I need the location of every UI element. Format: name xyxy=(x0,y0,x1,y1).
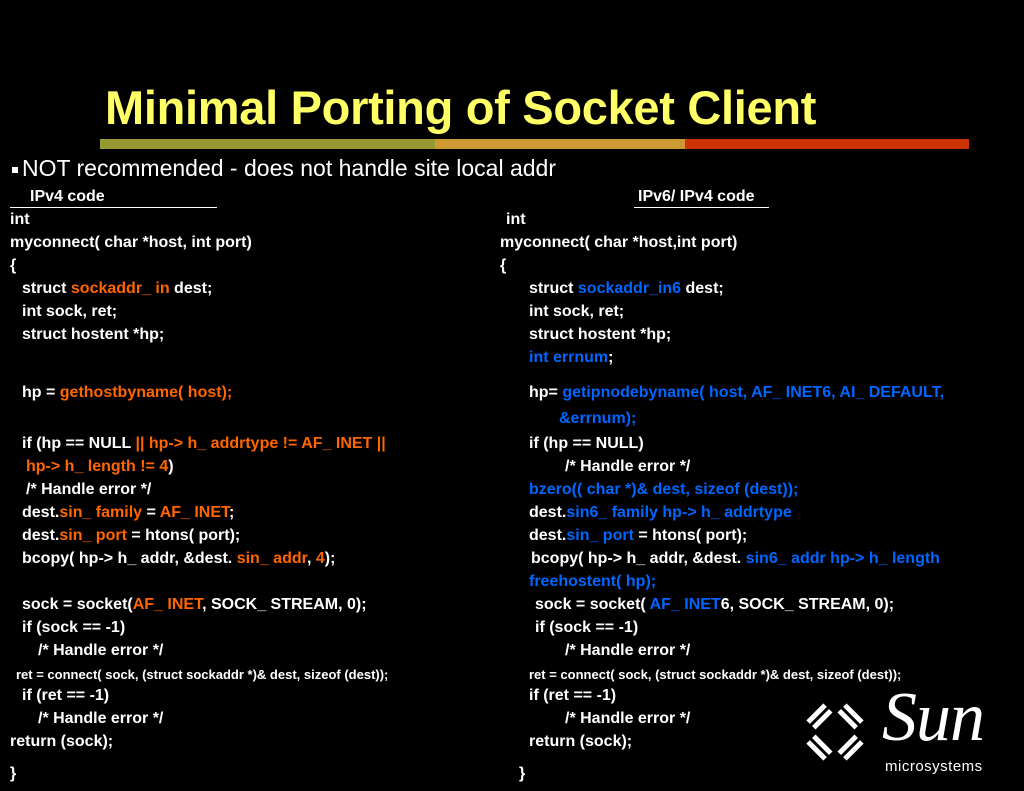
code-text: { xyxy=(10,257,17,274)
code-text: ret = connect( sock, (struct sockaddr *)& dest, sizeof (dest)); xyxy=(529,667,902,682)
ipv4-code-line xyxy=(22,618,125,638)
sun-logo xyxy=(795,679,1005,783)
ipv4-code-line xyxy=(22,383,232,403)
ipv4-code-line xyxy=(16,665,388,685)
code-text: myconnect( char *host, int port) xyxy=(10,234,252,251)
code-text: } xyxy=(10,765,17,782)
ipv6-code-line xyxy=(529,302,624,322)
code-text: int sock, ret; xyxy=(529,303,625,320)
code-text: = htons( port); xyxy=(126,527,241,544)
code-text: = xyxy=(142,504,160,521)
highlighted-code-text: sin_ addr xyxy=(236,550,307,567)
ipv4-code-line xyxy=(22,434,386,454)
logo-wordmark: Sun xyxy=(882,679,984,756)
code-text: if (hp == NULL) xyxy=(529,435,644,452)
ipv6-code-line xyxy=(529,686,616,706)
code-text: /* Handle error */ xyxy=(565,642,691,659)
ipv6-code-line xyxy=(565,641,690,661)
code-text: bcopy( hp-> h_ addr, &dest. xyxy=(531,550,746,567)
ipv4-code-line xyxy=(26,457,174,477)
code-text: return (sock); xyxy=(10,733,114,750)
ipv4-code-line xyxy=(22,302,117,322)
highlighted-code-text: sin_ family xyxy=(59,504,143,521)
ipv4-code-line xyxy=(10,210,30,230)
code-text: /* Handle error */ xyxy=(38,710,164,727)
code-text: , xyxy=(306,550,316,567)
highlighted-code-text: sin6_ family hp-> h_ addrtype xyxy=(566,504,792,521)
code-text: if (sock == -1) xyxy=(22,619,126,636)
ipv4-code-line xyxy=(22,595,367,615)
code-text: ; xyxy=(229,504,235,521)
highlighted-code-text: hp-> h_ length != 4 xyxy=(26,458,169,475)
ipv4-code-line xyxy=(10,233,252,253)
logo-subtitle: microsystems xyxy=(885,758,983,775)
right-column-header: IPv6/ IPv4 code xyxy=(634,187,769,208)
ipv6-code-line xyxy=(529,503,792,523)
ipv4-code-line xyxy=(22,686,109,706)
ipv4-code-line xyxy=(10,764,16,784)
highlighted-code-text: getipnodebyname( host, AF_ INET6, AI_ DEFAULT, xyxy=(562,384,945,401)
highlighted-code-text: sin_ port xyxy=(59,527,127,544)
code-text: hp= xyxy=(529,384,563,401)
code-text: myconnect( char *host,int port) xyxy=(500,234,738,251)
highlighted-code-text: bzero(( char *)& dest, sizeof (dest)); xyxy=(529,481,799,498)
ipv4-code-line xyxy=(22,549,335,569)
sun-emblem-icon xyxy=(795,692,875,772)
highlighted-code-text: sockaddr_ in xyxy=(70,280,170,297)
highlighted-code-text: AF_ INET xyxy=(649,596,721,613)
code-text: ); xyxy=(324,550,336,567)
highlighted-code-text: &errnum); xyxy=(559,410,637,427)
code-text: dest; xyxy=(169,280,213,297)
ipv6-code-line xyxy=(535,595,894,615)
code-text: } xyxy=(519,765,526,782)
code-text: if (hp == NULL xyxy=(22,435,136,452)
ipv6-code-line xyxy=(531,549,940,569)
code-text: sock = socket( xyxy=(535,596,650,613)
ipv6-code-line xyxy=(529,279,724,299)
code-text: bcopy( hp-> h_ addr, &dest. xyxy=(22,550,237,567)
bullet-square-icon xyxy=(12,167,18,173)
code-text: ; xyxy=(608,349,614,366)
ipv6-code-line xyxy=(529,348,613,368)
highlighted-code-text: int errnum xyxy=(529,349,609,366)
code-text: sock = socket( xyxy=(22,596,133,613)
code-text: int sock, ret; xyxy=(22,303,118,320)
bullet-text: NOT recommended - does not handle site local addr xyxy=(22,155,556,181)
ipv6-code-line xyxy=(529,480,798,500)
ipv6-code-line xyxy=(529,325,671,345)
code-text: = htons( port); xyxy=(633,527,748,544)
highlighted-code-text: gethostbyname( host); xyxy=(59,384,233,401)
code-text: ) xyxy=(168,458,174,475)
highlighted-code-text: AF_ INET xyxy=(159,504,230,521)
code-text: dest; xyxy=(681,280,724,297)
code-text: 6, SOCK_ STREAM, 0); xyxy=(720,596,895,613)
ipv6-code-line xyxy=(535,618,638,638)
code-text: ret = connect( sock, (struct sockaddr *)& dest, sizeof (dest)); xyxy=(16,667,389,682)
code-text: hp = xyxy=(22,384,60,401)
title-underline-bar-3 xyxy=(685,139,969,149)
ipv6-code-line xyxy=(529,434,644,454)
highlighted-code-text: 4 xyxy=(315,550,325,567)
highlighted-code-text: sockaddr_in6 xyxy=(577,280,682,297)
highlighted-code-text: || hp-> h_ addrtype != AF_ INET || xyxy=(135,435,386,452)
left-column-header: IPv4 code xyxy=(10,187,217,208)
code-text: return (sock); xyxy=(529,733,633,750)
title-underline-bar-1 xyxy=(100,139,435,149)
ipv6-code-line xyxy=(565,457,690,477)
slide-title: Minimal Porting of Socket Client xyxy=(105,81,817,134)
ipv6-code-line xyxy=(565,709,690,729)
code-text: { xyxy=(500,257,507,274)
code-text: struct hostent *hp; xyxy=(22,326,165,343)
bullet-point xyxy=(12,155,556,182)
ipv6-code-line xyxy=(529,732,632,752)
code-text: struct hostent *hp; xyxy=(529,326,672,343)
ipv4-code-line xyxy=(10,732,113,752)
ipv4-code-line xyxy=(10,256,16,276)
ipv4-code-line xyxy=(26,480,151,500)
ipv6-code-line xyxy=(529,665,901,685)
ipv6-code-line xyxy=(529,526,747,546)
ipv6-code-line xyxy=(559,409,636,429)
highlighted-code-text: sin6_ addr hp-> h_ length xyxy=(745,550,940,567)
code-text: /* Handle error */ xyxy=(38,642,164,659)
code-text: if (sock == -1) xyxy=(535,619,639,636)
ipv6-code-line xyxy=(500,256,506,276)
code-text: /* Handle error */ xyxy=(565,458,691,475)
code-text: /* Handle error */ xyxy=(26,481,152,498)
code-text: , SOCK_ STREAM, 0); xyxy=(202,596,367,613)
ipv4-code-line xyxy=(38,641,163,661)
ipv6-code-line xyxy=(506,210,526,230)
code-text: dest. xyxy=(529,504,567,521)
ipv4-code-line xyxy=(22,526,240,546)
code-text: struct xyxy=(529,280,578,297)
ipv4-code-line xyxy=(38,709,163,729)
code-text: struct xyxy=(22,280,71,297)
code-text: dest. xyxy=(22,504,60,521)
title-underline-bar-2 xyxy=(435,139,685,149)
code-text: if (ret == -1) xyxy=(529,687,617,704)
code-text: /* Handle error */ xyxy=(565,710,691,727)
ipv4-code-line xyxy=(22,279,212,299)
highlighted-code-text: sin_ port xyxy=(566,527,634,544)
code-text: int xyxy=(506,211,526,228)
code-text: dest. xyxy=(22,527,60,544)
code-text: if (ret == -1) xyxy=(22,687,110,704)
highlighted-code-text: AF_ INET xyxy=(132,596,203,613)
ipv4-code-line xyxy=(22,325,164,345)
ipv6-code-line xyxy=(529,383,944,403)
code-text: int xyxy=(10,211,30,228)
ipv6-code-line xyxy=(500,233,737,253)
highlighted-code-text: freehostent( hp); xyxy=(529,573,657,590)
ipv6-code-line xyxy=(529,572,656,592)
ipv6-code-line xyxy=(519,764,525,784)
ipv4-code-line xyxy=(22,503,234,523)
code-text: dest. xyxy=(529,527,567,544)
